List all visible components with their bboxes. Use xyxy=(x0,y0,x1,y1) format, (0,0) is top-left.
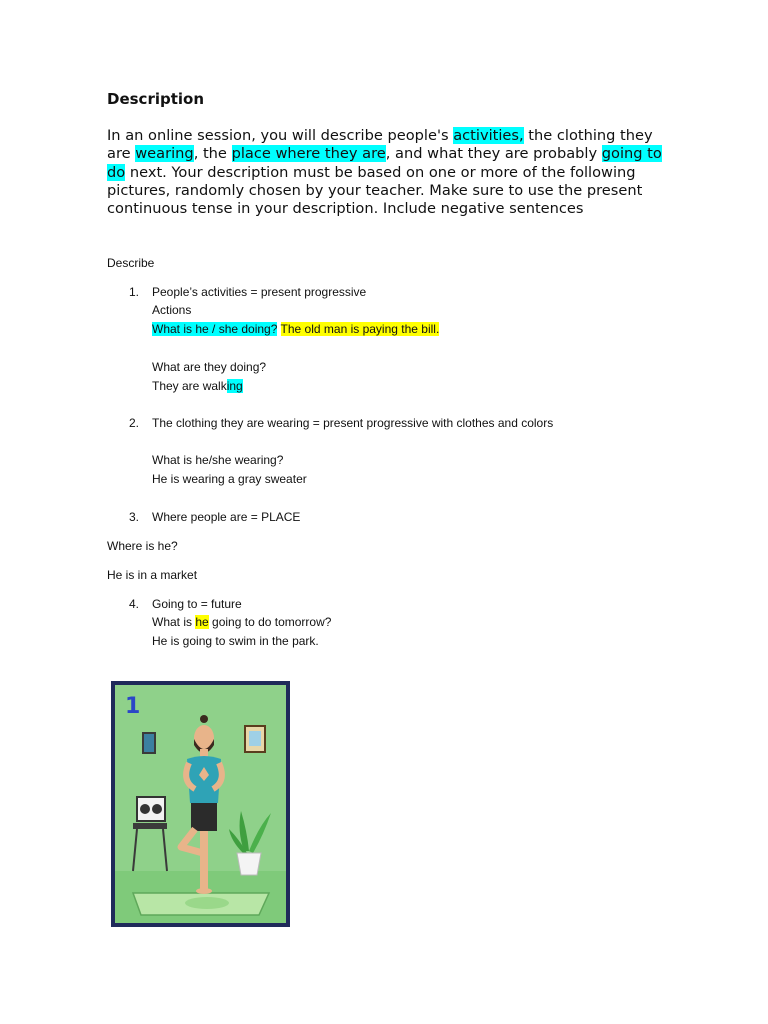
item-4-answer: He is going to swim in the park. xyxy=(152,634,319,648)
item-4-heading: Going to = future xyxy=(152,597,242,611)
intro-text-4: , and what they are probably xyxy=(385,145,602,163)
highlight-place: place where they are xyxy=(231,145,386,163)
person-foot xyxy=(196,888,212,894)
item-1-answer-2-highlight: ing xyxy=(226,379,243,393)
radio-speaker-right xyxy=(152,804,162,814)
item-1-number: 1. xyxy=(129,285,140,299)
intro-text-5: next. Your description must be based on one or more of the following pictures, randomly chosen by your teacher. Make sure to use the present continuous tense in your description. Include negative sentences xyxy=(107,163,643,218)
item-1-answer: The old man is paying the bill. xyxy=(280,322,440,336)
item-4-question-text-1: What is xyxy=(152,615,196,629)
page-title: Description xyxy=(107,90,205,108)
radio-speaker-left xyxy=(140,804,150,814)
item-4-question xyxy=(152,613,331,632)
item-1-question: What is he / she doing? xyxy=(152,322,278,336)
wall-picture-left xyxy=(143,733,155,753)
person-hair-bun xyxy=(200,715,208,723)
person-neck xyxy=(200,749,208,757)
yoga-illustration xyxy=(111,681,290,927)
intro-text-1: In an online session, you will describe people's xyxy=(107,127,454,144)
highlight-going-to-do: going to do xyxy=(107,145,662,181)
item-2-number: 2. xyxy=(129,416,140,430)
item-3-question: Where is he? xyxy=(107,539,178,553)
plant-pot xyxy=(237,853,261,875)
item-2-answer: He is wearing a gray sweater xyxy=(152,472,307,486)
stool-top xyxy=(133,823,167,829)
intro-text-3: , the xyxy=(193,145,232,163)
item-1-example xyxy=(152,320,439,339)
describe-label: Describe xyxy=(107,256,155,270)
item-1-answer-2-text: They are walk xyxy=(152,379,227,393)
item-1-answer-2 xyxy=(152,377,243,396)
highlight-activities: activities, xyxy=(453,127,524,144)
picture-number: 1 xyxy=(125,694,141,719)
item-4-question-highlight: he xyxy=(195,615,209,629)
item-2-heading: The clothing they are wearing = present progressive with clothes and colors xyxy=(152,416,554,430)
item-4-number: 4. xyxy=(129,597,140,611)
item-3-number: 3. xyxy=(129,510,140,524)
person-standing-leg xyxy=(200,831,208,889)
item-4-question-text-2: going to do tomorrow? xyxy=(208,615,332,629)
person-shorts xyxy=(191,803,217,831)
intro-text-2: the clothing they are xyxy=(107,127,653,163)
intro-paragraph xyxy=(107,127,667,218)
item-3-heading: Where people are = PLACE xyxy=(152,510,301,524)
item-1-sub: Actions xyxy=(152,303,192,317)
item-1-heading: People’s activities = present progressive xyxy=(152,285,367,299)
item-3-answer: He is in a market xyxy=(107,568,198,582)
highlight-wearing: wearing xyxy=(135,145,194,163)
mat-shadow xyxy=(185,897,229,909)
item-2-question: What is he/she wearing? xyxy=(152,453,284,467)
wall-picture-right-inner xyxy=(249,731,261,746)
item-1-question-2: What are they doing? xyxy=(152,360,267,374)
picture-card-yoga xyxy=(111,681,290,927)
